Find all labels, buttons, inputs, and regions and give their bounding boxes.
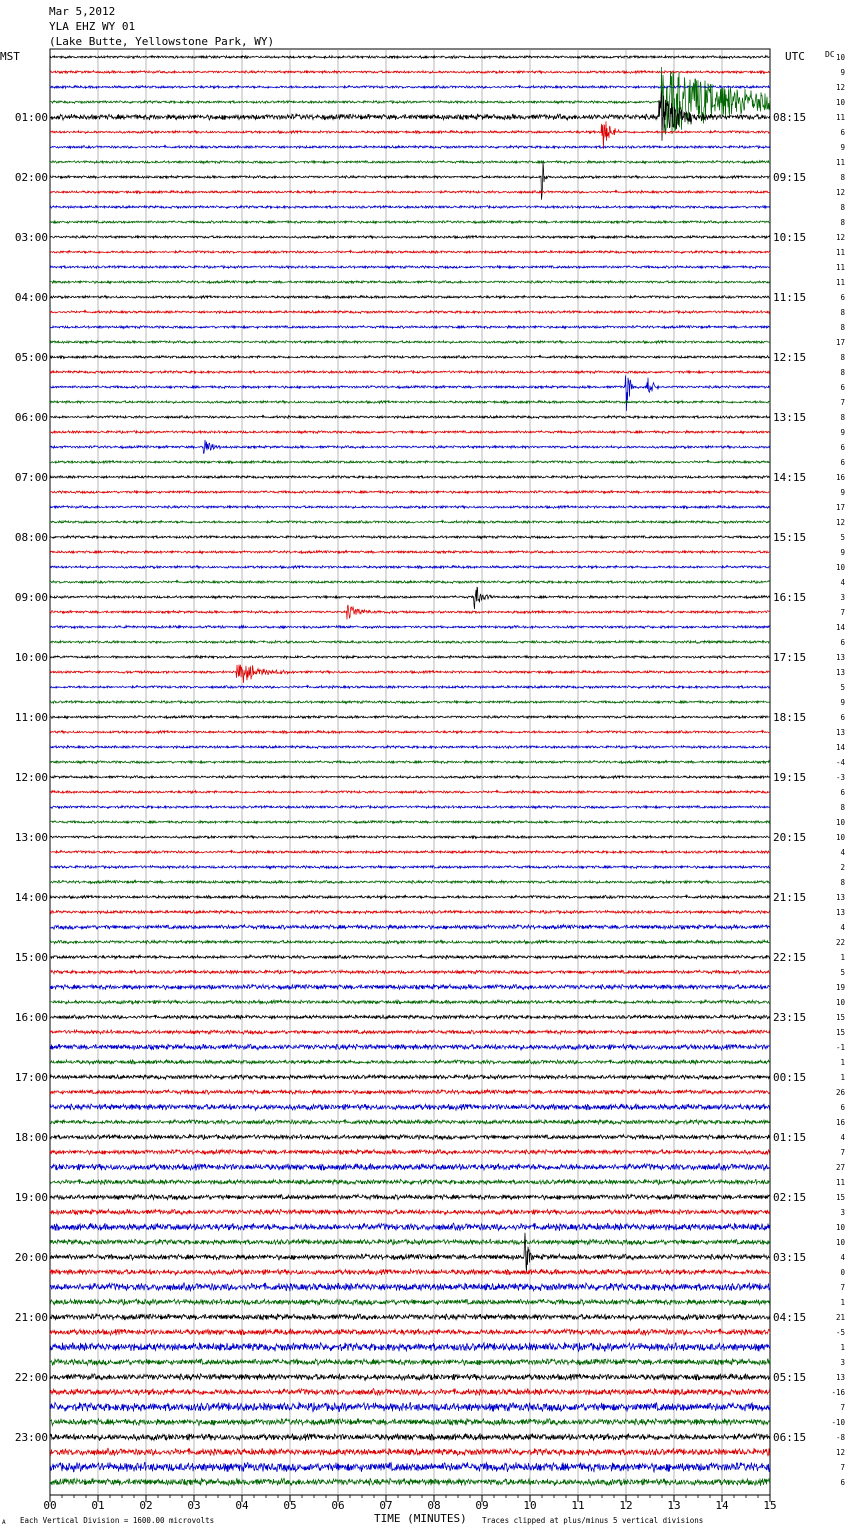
trace-row: [50, 1179, 770, 1184]
x-tick-label: 07: [379, 1499, 393, 1512]
dc-offset-label: 16: [835, 1118, 845, 1127]
trace-row: [50, 1194, 770, 1200]
left-hour-label: 14:00: [14, 891, 48, 904]
trace-row: [50, 776, 770, 779]
trace-row: [50, 1329, 770, 1336]
dc-offset-label: 6: [840, 638, 845, 647]
right-hour-label: 16:15: [773, 591, 807, 604]
trace-row: [50, 746, 770, 749]
dc-offset-label: 6: [840, 713, 845, 722]
dc-offset-label: 13: [835, 908, 845, 917]
dc-offset-label: -5: [835, 1328, 845, 1337]
dc-offset-label: 10: [835, 98, 845, 107]
left-hour-label: 22:00: [14, 1371, 48, 1384]
trace-row: [50, 1374, 770, 1381]
trace-row: [50, 821, 770, 824]
dc-offset-label: 8: [840, 368, 845, 377]
trace-row: [50, 71, 770, 74]
dc-column-title: DC: [825, 50, 835, 59]
trace-row: [50, 341, 770, 344]
dc-offset-label: 4: [840, 848, 845, 857]
trace-row: [50, 851, 770, 854]
x-tick-label: 10: [523, 1499, 537, 1512]
dc-offset-label: 8: [840, 308, 845, 317]
trace-row: [50, 461, 770, 464]
dc-offset-label: 14: [835, 623, 845, 632]
left-hour-label: 02:00: [14, 171, 48, 184]
dc-offset-label: 7: [840, 1148, 845, 1157]
left-hour-label: 21:00: [14, 1311, 48, 1324]
dc-offset-label: 11: [835, 263, 845, 272]
trace-row: [50, 731, 770, 734]
trace-row: [50, 641, 770, 644]
dc-offset-label: 15: [835, 1028, 845, 1037]
right-hour-label: 05:15: [773, 1371, 807, 1384]
dc-offset-label: 4: [840, 1253, 845, 1262]
dc-offset-label: 8: [840, 323, 845, 332]
left-hour-label: 03:00: [14, 231, 48, 244]
dc-offset-label: 16: [835, 473, 845, 482]
dc-offset-label: -1: [835, 1043, 845, 1052]
dc-offset-label: -16: [831, 1388, 845, 1397]
dc-offset-label: 10: [835, 563, 845, 572]
trace-row: [50, 701, 770, 704]
left-hour-label: 18:00: [14, 1131, 48, 1144]
x-tick-label: 03: [187, 1499, 201, 1512]
dc-offset-label: 10: [835, 1238, 845, 1247]
trace-row: [50, 296, 770, 299]
trace-row: [50, 56, 770, 59]
dc-offset-label: 2: [840, 863, 845, 872]
trace-row: [50, 1135, 770, 1140]
trace-row: [50, 1419, 770, 1426]
trace-row: [50, 376, 770, 411]
dc-offset-label: 11: [835, 158, 845, 167]
dc-offset-label: 13: [835, 893, 845, 902]
trace-row: [50, 970, 770, 974]
right-hour-label: 15:15: [773, 531, 807, 544]
trace-row: [50, 587, 770, 609]
trace-row: [50, 356, 770, 359]
trace-row: [50, 326, 770, 329]
dc-offset-label: 17: [835, 503, 845, 512]
dc-offset-label: 9: [840, 548, 845, 557]
dc-offset-label: 7: [840, 1283, 845, 1292]
trace-row: [50, 162, 770, 200]
trace-row: [50, 1402, 770, 1411]
right-hour-label: 08:15: [773, 111, 807, 124]
trace-row: [50, 881, 770, 884]
trace-row: [50, 521, 770, 524]
dc-offset-label: 6: [840, 128, 845, 137]
dc-offset-label: 1: [840, 1058, 845, 1067]
trace-row: [50, 1015, 770, 1019]
trace-row: [50, 416, 770, 419]
trace-row: [50, 431, 770, 434]
dc-offset-label: 6: [840, 443, 845, 452]
left-hour-label: 19:00: [14, 1191, 48, 1204]
right-hour-label: 10:15: [773, 231, 807, 244]
trace-row: [50, 1075, 770, 1080]
dc-offset-label: 9: [840, 68, 845, 77]
dc-offset-label: 1: [840, 1073, 845, 1082]
dc-offset-label: 8: [840, 218, 845, 227]
x-tick-label: 04: [235, 1499, 249, 1512]
dc-offset-label: 22: [835, 938, 845, 947]
trace-row: [50, 506, 770, 509]
trace-row: [50, 940, 770, 944]
x-tick-label: 14: [715, 1499, 729, 1512]
trace-row: [50, 686, 770, 689]
trace-row: [50, 1314, 770, 1320]
right-hour-label: 14:15: [773, 471, 807, 484]
x-tick-label: 08: [427, 1499, 441, 1512]
left-hour-label: 05:00: [14, 351, 48, 364]
right-hour-label: 06:15: [773, 1431, 807, 1444]
right-axis-title: UTC: [785, 50, 805, 63]
trace-row: [50, 925, 770, 930]
trace-row: [50, 551, 770, 554]
left-hour-label: 23:00: [14, 1431, 48, 1444]
x-tick-label: 15: [763, 1499, 777, 1512]
x-tick-label: 09: [475, 1499, 489, 1512]
left-hour-label: 09:00: [14, 591, 48, 604]
dc-offset-label: 11: [835, 1178, 845, 1187]
trace-row: [50, 1090, 770, 1095]
dc-offset-label: 14: [835, 743, 845, 752]
trace-row: [50, 955, 770, 959]
dc-offset-label: 26: [835, 1088, 845, 1097]
dc-offset-label: 11: [835, 113, 845, 122]
dc-offset-label: 4: [840, 923, 845, 932]
right-hour-label: 17:15: [773, 651, 807, 664]
trace-row: [50, 146, 770, 149]
dc-offset-label: 5: [840, 968, 845, 977]
trace-row: [50, 1104, 770, 1111]
right-hour-label: 18:15: [773, 711, 807, 724]
trace-row: [50, 984, 770, 989]
trace-row: [50, 1000, 770, 1004]
dc-offset-label: -10: [831, 1418, 845, 1427]
left-hour-label: 20:00: [14, 1251, 48, 1264]
trace-row: [50, 716, 770, 719]
trace-row: [50, 1448, 770, 1456]
dc-offset-label: 13: [835, 728, 845, 737]
dc-offset-label: 9: [840, 143, 845, 152]
x-tick-label: 11: [571, 1499, 585, 1512]
trace-row: [50, 910, 770, 913]
dc-offset-label: 6: [840, 383, 845, 392]
dc-offset-label: 10: [835, 998, 845, 1007]
trace-row: [50, 266, 770, 269]
dc-offset-label: 15: [835, 1013, 845, 1022]
dc-offset-label: 8: [840, 173, 845, 182]
trace-row: [50, 665, 770, 683]
dc-offset-label: 10: [835, 833, 845, 842]
trace-row: [50, 895, 770, 898]
x-tick-label: 01: [91, 1499, 105, 1512]
trace-row: [50, 251, 770, 254]
station-code: YLA EHZ WY 01: [49, 20, 136, 33]
dc-offset-label: 27: [835, 1163, 845, 1172]
trace-row: [50, 1359, 770, 1366]
dc-offset-label: 6: [840, 458, 845, 467]
trace-row: [50, 626, 770, 629]
right-hour-label: 04:15: [773, 1311, 807, 1324]
dc-offset-label: 8: [840, 203, 845, 212]
x-tick-label: 00: [43, 1499, 57, 1512]
dc-offset-label: 3: [840, 593, 845, 602]
trace-row: [50, 1209, 770, 1215]
trace-row: [50, 401, 770, 404]
trace-row: [50, 581, 770, 584]
plot-frame: [50, 49, 770, 1495]
clip-note: Traces clipped at plus/minus 5 vertical divisions: [482, 1516, 704, 1525]
trace-row: [50, 491, 770, 494]
dc-offset-label: 1: [840, 953, 845, 962]
dc-offset-label: 8: [840, 878, 845, 887]
trace-row: [50, 536, 770, 539]
trace-row: [50, 1343, 770, 1352]
dc-offset-label: 6: [840, 293, 845, 302]
x-tick-label: 02: [139, 1499, 153, 1512]
left-hour-label: 15:00: [14, 951, 48, 964]
right-hour-label: 20:15: [773, 831, 807, 844]
trace-row: [50, 221, 770, 224]
trace-row: [50, 236, 770, 239]
trace-row: [50, 566, 770, 569]
left-hour-label: 07:00: [14, 471, 48, 484]
trace-row: [50, 1389, 770, 1396]
trace-row: [50, 1223, 770, 1231]
dc-offset-label: -8: [835, 1433, 845, 1442]
dc-offset-label: 7: [840, 1463, 845, 1472]
trace-row: [50, 761, 770, 764]
trace-row: [50, 311, 770, 314]
dc-offset-label: 6: [840, 1478, 845, 1487]
dc-offset-label: 3: [840, 1358, 845, 1367]
dc-offset-label: 19: [835, 983, 845, 992]
trace-row: [50, 806, 770, 809]
x-tick-label: 05: [283, 1499, 297, 1512]
dc-offset-label: 7: [840, 1403, 845, 1412]
dc-offset-label: 17: [835, 338, 845, 347]
trace-row: [50, 1060, 770, 1065]
dc-offset-label: -3: [835, 773, 845, 782]
right-hour-label: 23:15: [773, 1011, 807, 1024]
dc-offset-label: 12: [835, 188, 845, 197]
x-tick-label: 06: [331, 1499, 345, 1512]
left-axis-title: MST: [0, 50, 20, 63]
dc-offset-label: 8: [840, 353, 845, 362]
dc-offset-label: 9: [840, 698, 845, 707]
dc-offset-label: 5: [840, 533, 845, 542]
dc-offset-label: 6: [840, 1103, 845, 1112]
trace-row: [50, 206, 770, 209]
dc-offset-label: 3: [840, 1208, 845, 1217]
trace-row: [50, 791, 770, 794]
left-hour-label: 06:00: [14, 411, 48, 424]
dc-offset-label: 13: [835, 668, 845, 677]
left-hour-label: 04:00: [14, 291, 48, 304]
dc-offset-label: 7: [840, 608, 845, 617]
trace-row: [50, 1150, 770, 1155]
trace-row: [50, 656, 770, 659]
right-hour-label: 13:15: [773, 411, 807, 424]
scale-note: Each Vertical Division = 1600.00 microvolts: [20, 1516, 215, 1525]
dc-offset-label: -4: [835, 758, 845, 767]
right-hour-label: 11:15: [773, 291, 807, 304]
trace-row: [50, 191, 770, 194]
left-hour-label: 08:00: [14, 531, 48, 544]
right-hour-label: 01:15: [773, 1131, 807, 1144]
dc-offset-label: 12: [835, 518, 845, 527]
trace-row: [50, 1433, 770, 1440]
x-tick-label: 12: [619, 1499, 633, 1512]
right-hour-label: 00:15: [773, 1071, 807, 1084]
trace-row: [50, 1044, 770, 1050]
dc-offset-label: 10: [835, 818, 845, 827]
dc-offset-label: 12: [835, 233, 845, 242]
dc-offset-label: 10: [835, 53, 845, 62]
dc-offset-label: 8: [840, 413, 845, 422]
left-hour-label: 01:00: [14, 111, 48, 124]
right-hour-label: 02:15: [773, 1191, 807, 1204]
dc-offset-label: 8: [840, 803, 845, 812]
dc-offset-label: 4: [840, 578, 845, 587]
dc-offset-label: 12: [835, 1448, 845, 1457]
dc-offset-label: 4: [840, 1133, 845, 1142]
trace-row: [50, 476, 770, 479]
right-hour-label: 12:15: [773, 351, 807, 364]
dc-offset-label: 15: [835, 1193, 845, 1202]
x-axis-label: TIME (MINUTES): [374, 1512, 467, 1525]
trace-row: [50, 1283, 770, 1291]
trace-row: [50, 1269, 770, 1275]
dc-offset-label: 5: [840, 683, 845, 692]
dc-offset-label: 21: [835, 1313, 845, 1322]
corner-mark: A: [2, 1519, 6, 1526]
dc-offset-label: 13: [835, 653, 845, 662]
trace-row: [50, 440, 770, 453]
dc-offset-label: 9: [840, 488, 845, 497]
dc-offset-label: 7: [840, 398, 845, 407]
right-hour-label: 22:15: [773, 951, 807, 964]
trace-row: [50, 1030, 770, 1034]
trace-row: [50, 1233, 770, 1273]
trace-row: [50, 1239, 770, 1245]
trace-row: [50, 281, 770, 284]
x-tick-label: 13: [667, 1499, 681, 1512]
trace-row: [50, 1478, 770, 1486]
dc-offset-label: 0: [840, 1268, 845, 1277]
dc-offset-label: 6: [840, 788, 845, 797]
right-hour-label: 21:15: [773, 891, 807, 904]
trace-row: [50, 1462, 770, 1472]
trace-row: [50, 605, 770, 620]
trace-row: [50, 1120, 770, 1125]
left-hour-label: 17:00: [14, 1071, 48, 1084]
dc-offset-label: 12: [835, 83, 845, 92]
trace-row: [50, 161, 770, 164]
dc-offset-label: 1: [840, 1298, 845, 1307]
dc-offset-label: 13: [835, 1373, 845, 1382]
trace-row: [50, 1299, 770, 1305]
dc-offset-label: 9: [840, 428, 845, 437]
right-hour-label: 09:15: [773, 171, 807, 184]
right-hour-label: 19:15: [773, 771, 807, 784]
trace-row: [50, 836, 770, 839]
dc-offset-label: 11: [835, 248, 845, 257]
station-location: (Lake Butte, Yellowstone Park, WY): [49, 35, 275, 48]
left-hour-label: 13:00: [14, 831, 48, 844]
trace-row: [50, 1163, 770, 1170]
trace-row: [50, 866, 770, 869]
left-hour-label: 11:00: [14, 711, 48, 724]
trace-row: [50, 371, 770, 374]
left-hour-label: 16:00: [14, 1011, 48, 1024]
dc-offset-label: 10: [835, 1223, 845, 1232]
left-hour-label: 10:00: [14, 651, 48, 664]
plot-date: Mar 5,2012: [49, 5, 116, 18]
left-hour-label: 12:00: [14, 771, 48, 784]
dc-offset-label: 1: [840, 1343, 845, 1352]
dc-offset-label: 11: [835, 278, 845, 287]
right-hour-label: 03:15: [773, 1251, 807, 1264]
